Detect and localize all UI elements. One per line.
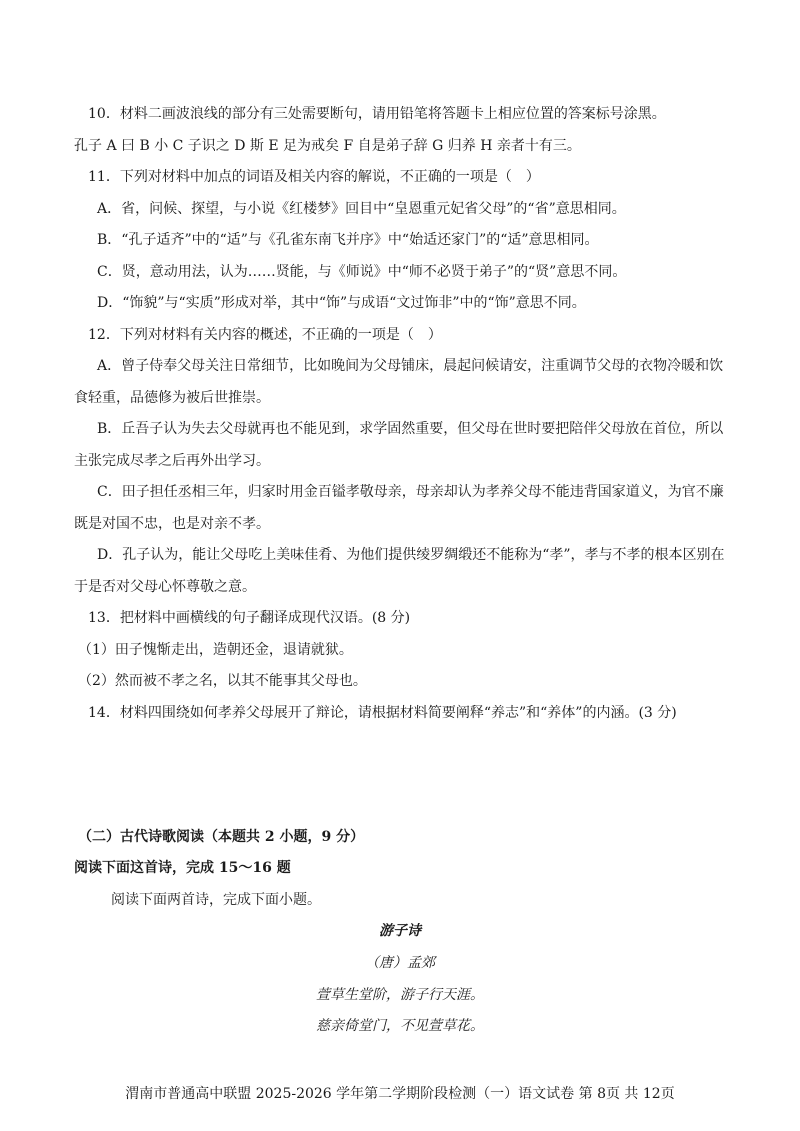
question-12-option-d-line2: 于是否对父母心怀尊敬之意。	[74, 579, 256, 595]
question-12-option-c-line2: 既是对国不忠，也是对亲不孝。	[74, 516, 270, 532]
question-11-option-d: D．“饰貌”与“实质”形成对举，其中“饰”与成语“文过饰非”中的“饰”意思不同。	[97, 295, 586, 311]
question-12-option-d-line1: D．孔子认为，能让父母吃上美味佳肴、为他们提供绫罗绸缎还不能称为“孝”，孝与不孝的根本区别在	[97, 547, 725, 563]
section-subheading: 阅读下面这首诗，完成 15～16 题	[74, 860, 291, 876]
section-heading: （二）古代诗歌阅读（本题共 2 小题，9 分）	[78, 829, 365, 845]
question-11-option-c: C．贤，意动用法，认为……贤能，与《师说》中“师不必贤于弟子”的“贤”意思不同。	[97, 264, 627, 280]
question-12-option-b-line2: 主张完成尽孝之后再外出学习。	[74, 453, 270, 469]
question-11-stem: 11．下列对材料中加点的词语及相关内容的解说，不正确的一项是（ ）	[88, 169, 540, 185]
question-12-option-b-line1: B．丘吾子认为失去父母就再也不能见到，求学固然重要，但父母在世时要把陪伴父母放在首位，所以	[97, 421, 724, 437]
question-14-stem: 14．材料四围绕如何孝养父母展开了辩论，请根据材料简要阐释“养志”和“养体”的内涵。(3 分)	[88, 705, 677, 721]
poem-title: 游子诗	[379, 923, 421, 939]
poem-author: （唐）孟郊	[365, 955, 435, 971]
question-12-option-c-line1: C．田子担任丞相三年，归家时用金百镒孝敬母亲，母亲却认为孝养父母不能违背国家道义，为官不廉	[97, 484, 724, 500]
poem-line-1: 萱草生堂阶，游子行天涯。	[316, 987, 484, 1003]
question-11-option-b: B．“孔子适齐”中的“适”与《孔雀东南飞并序》中“始适还家门”的“适”意思相同。	[97, 232, 599, 248]
question-10-passage: 孔子 A 曰 B 小 C 子识之 D 斯 E 足为戒矣 F 自是弟子辞 G 归养 H 亲者十有三。	[74, 138, 581, 154]
question-12-option-a-line1: A．曾子侍奉父母关注日常细节，比如晚间为父母铺床，晨起问候请安，注重调节父母的衣物冷暖和饮	[97, 358, 724, 374]
question-12-option-a-line2: 食轻重，品德修为被后世推崇。	[74, 390, 270, 406]
poem-line-2: 慈亲倚堂门，不见萱草花。	[316, 1018, 484, 1034]
question-13-item-1: （1）田子愧惭走出，造朝还金，退请就狱。	[78, 642, 353, 658]
question-11-option-a: A．省，问候、探望，与小说《红楼梦》回目中“皇恩重元妃省父母”的“省”意思相同。	[97, 201, 626, 217]
question-12-stem: 12．下列对材料有关内容的概述，不正确的一项是（ ）	[88, 327, 442, 343]
page-footer: 渭南市普通高中联盟 2025-2026 学年第二学期阶段检测（一）语文试卷 第 8页 共 12页	[125, 1086, 675, 1102]
section-instruction: 阅读下面两首诗，完成下面小题。	[111, 892, 321, 908]
question-13-stem: 13．把材料中画横线的句子翻译成现代汉语。(8 分)	[88, 610, 411, 626]
question-10-stem: 10．材料二画波浪线的部分有三处需要断句，请用铅笔将答题卡上相应位置的答案标号涂黑。	[88, 106, 666, 122]
question-13-item-2: （2）然而被不孝之名，以其不能事其父母也。	[78, 673, 367, 689]
